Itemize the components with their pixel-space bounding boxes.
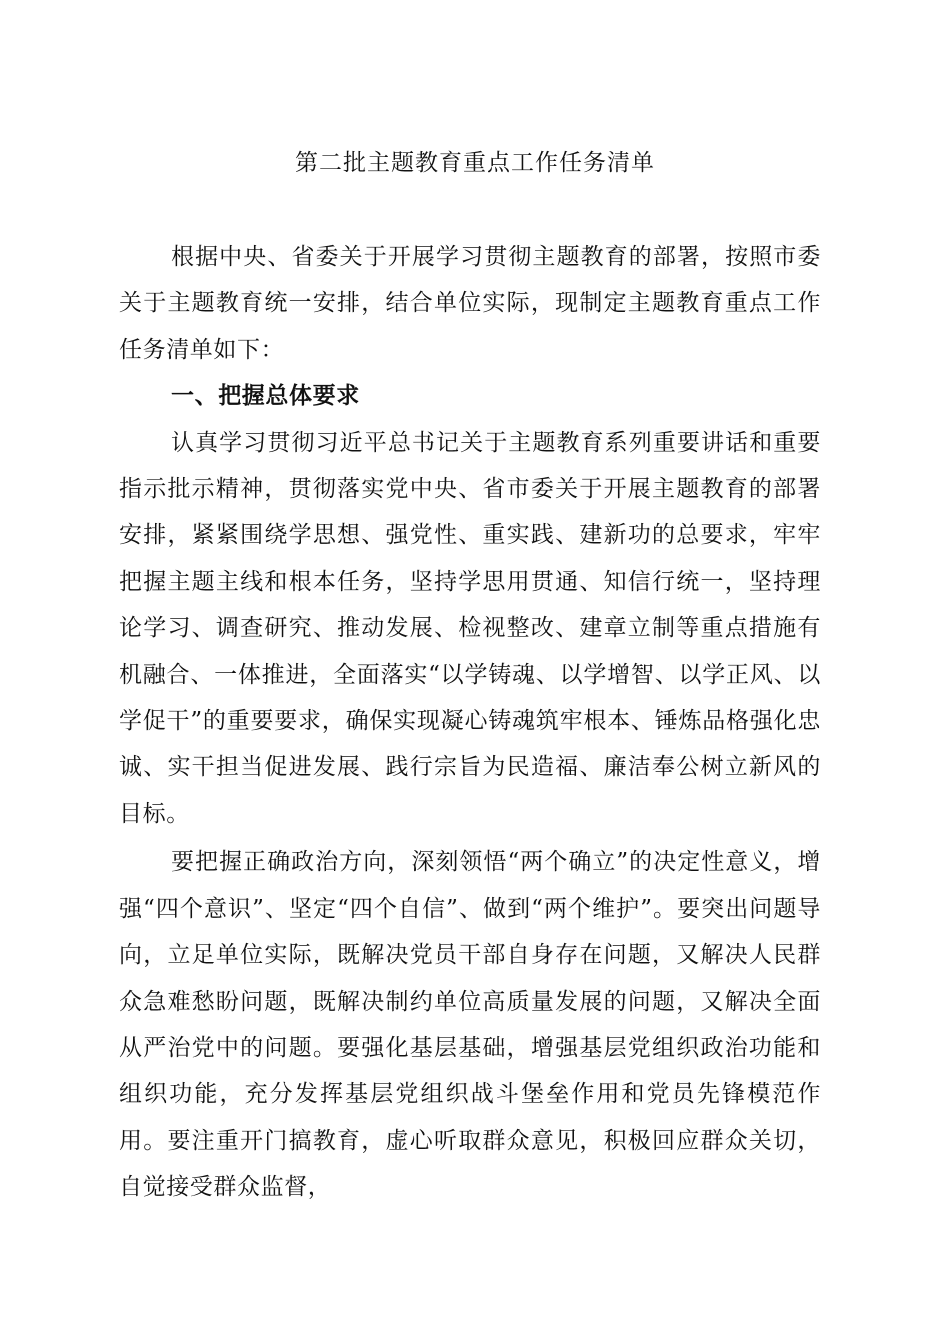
document-body [119,234,821,1211]
document-title: 第二批主题教育重点工作任务清单 [295,150,655,176]
intro-paragraph: 根据中央、省委关于开展学习贯彻主题教育的部署，按照市委关于主题教育统一安排，结合单位实际，现制定主题教育重点工作任务清单如下： [119,244,821,363]
section-heading-1: 一、把握总体要求 [171,383,360,410]
section1-paragraph-2: 要把握正确政治方向，深刻领悟“两个确立”的决定性意义，增强“四个意识”、坚定“四个自信”、做到“两个维护”。要突出问题导向，立足单位实际，既解决党员干部自身存在问题，又解决人民群众急难愁盼问题，既解决制约单位高质量发展的问题，又解决全面从严治党中的问题。要强化基层基础，增强基层党组织政治功能和组织功能，充分发挥基层党组织战斗堡垒作用和党员先锋模范作用。要注重开门搞教育，虚心听取群众意见，积极回应群众关切，自觉接受群众监督， [119,849,821,1201]
section1-paragraph-1: 认真学习贯彻习近平总书记关于主题教育系列重要讲话和重要指示批示精神，贯彻落实党中央、省市委关于开展主题教育的部署安排，紧紧围绕学思想、强党性、重实践、建新功的总要求，牢牢把握主题主线和根本任务，坚持学思用贯通、知信行统一，坚持理论学习、调查研究、推动发展、检视整改、建章立制等重点措施有机融合、一体推进，全面落实“以学铸魂、以学增智、以学正风、以学促干”的重要要求，确保实现凝心铸魂筑牢根本、锤炼品格强化忠诚、实干担当促进发展、践行宗旨为民造福、廉洁奉公树立新风的目标。 [119,429,821,827]
